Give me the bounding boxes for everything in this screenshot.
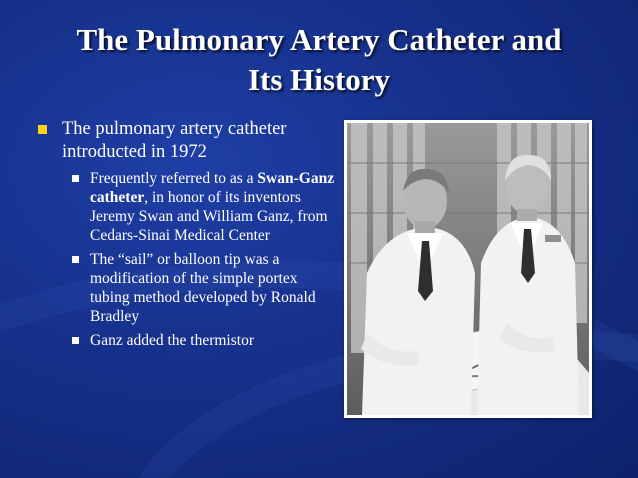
- bullet-item: [36, 118, 336, 164]
- bullet-text: The pulmonary artery catheter introducted in 1972: [62, 119, 287, 162]
- square-bullet-icon: [72, 175, 79, 182]
- title-line-2: Its History: [247, 62, 391, 97]
- photo-of-two-doctors-icon: [347, 123, 589, 415]
- sub-bullet-item: [36, 250, 336, 326]
- historical-photo: [344, 120, 592, 418]
- square-bullet-icon: [38, 125, 47, 134]
- sub-bullet-text-pre: Frequently referred to as a: [90, 170, 258, 187]
- sub-bullet-item: [36, 169, 336, 245]
- sub-bullet-text-bold: Swan-Ganz catheter: [90, 170, 335, 206]
- sub-bullet-text: Ganz added the thermistor: [90, 332, 254, 349]
- square-bullet-icon: [72, 337, 79, 344]
- bullet-list: [36, 118, 336, 355]
- sub-bullet-list: [36, 169, 336, 350]
- sub-bullet-item: [36, 331, 336, 350]
- sub-bullet-text-post: , in honor of its inventors Jeremy Swan and William Ganz, from Cedars-Sinai Medical Center: [90, 189, 328, 244]
- slide-title: [0, 20, 638, 100]
- title-line-1: The Pulmonary Artery Catheter and: [76, 22, 562, 57]
- square-bullet-icon: [72, 256, 79, 263]
- sub-bullet-text: The “sail” or balloon tip was a modification of the simple portex tubing method developed by Ronald Bradley: [90, 251, 316, 325]
